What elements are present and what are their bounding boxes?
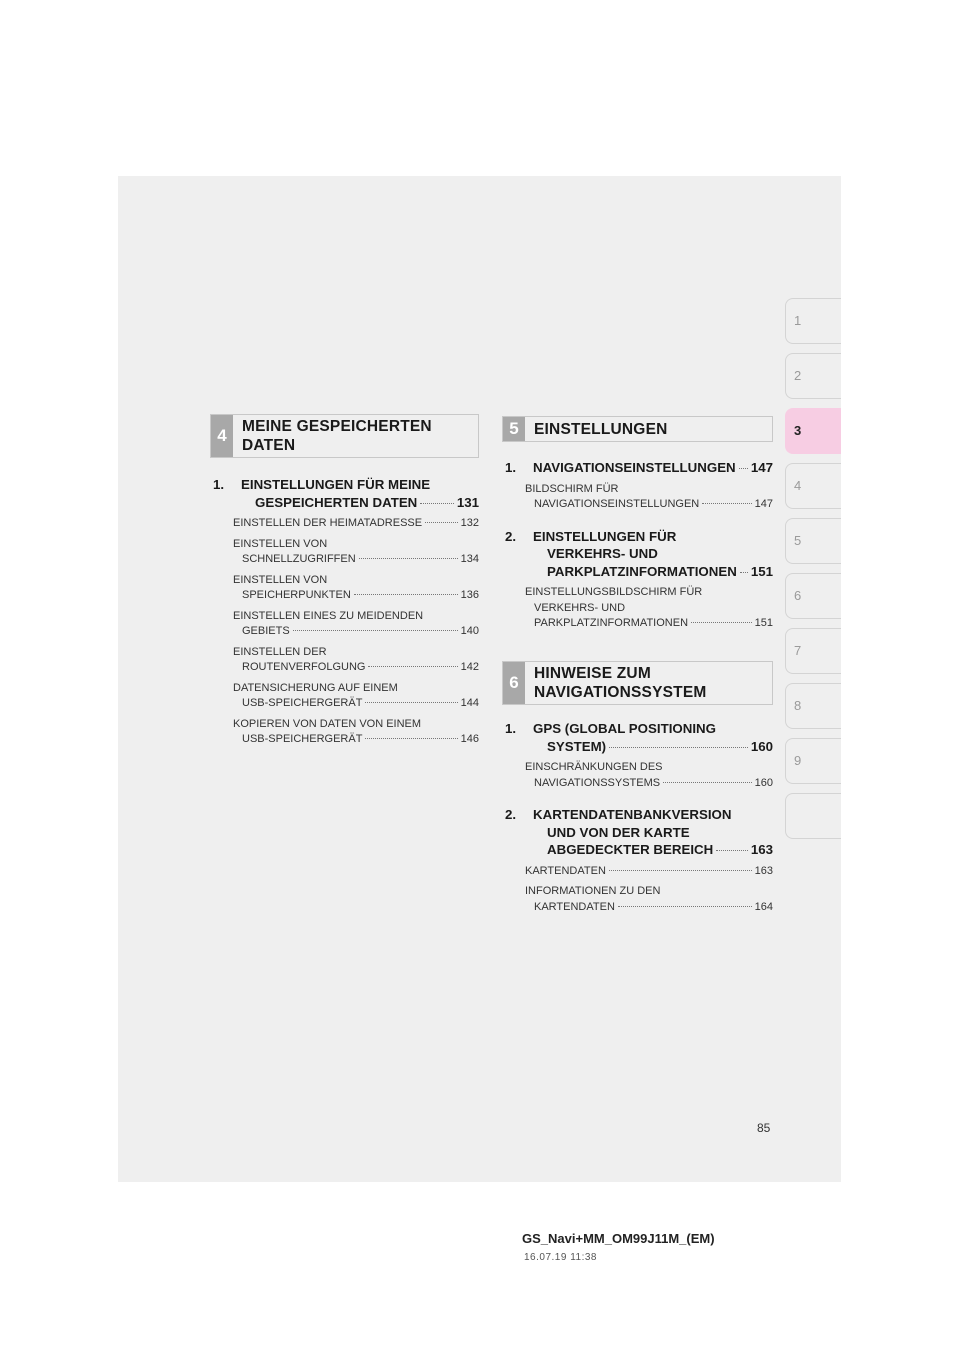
leader-dots bbox=[663, 782, 752, 783]
title-text: BILDSCHIRM FÜR bbox=[525, 482, 619, 495]
toc-chapter[interactable] bbox=[505, 528, 773, 581]
page-ref: 160 bbox=[754, 776, 773, 789]
entry-title-line bbox=[233, 732, 479, 748]
title-text: ABGEDECKTER BEREICH bbox=[547, 842, 714, 857]
chapter-title-line bbox=[533, 738, 773, 756]
title-text: VERKEHRS- UND bbox=[547, 546, 658, 561]
title-text: KARTENDATENBANKVERSION bbox=[533, 807, 732, 822]
title-text: USB-SPEICHERGERÄT bbox=[242, 733, 363, 745]
title-text: GEBIETS bbox=[242, 625, 290, 637]
page-ref: 151 bbox=[754, 617, 773, 629]
chapter-number: 1. bbox=[505, 721, 517, 736]
entry-title-line bbox=[525, 585, 773, 601]
chapter-head bbox=[505, 806, 773, 859]
page-ref: 142 bbox=[460, 661, 479, 673]
page-ref: 144 bbox=[460, 697, 479, 709]
chapter-title-line bbox=[533, 528, 773, 546]
leader-dots bbox=[293, 630, 458, 631]
section-6-contents bbox=[505, 720, 773, 920]
entry-title-line bbox=[525, 482, 773, 498]
entry-title-line bbox=[233, 645, 479, 661]
toc-entry[interactable] bbox=[505, 482, 773, 513]
leader-dots bbox=[691, 622, 752, 623]
page-ref: 163 bbox=[754, 864, 773, 877]
toc-entry[interactable] bbox=[505, 864, 773, 880]
leader-dots bbox=[420, 503, 454, 504]
title-text: EINSTELLUNGEN FÜR bbox=[533, 528, 677, 544]
leader-dots bbox=[425, 522, 458, 523]
leader-dots bbox=[702, 503, 751, 504]
title-text: PARKPLATZINFORMATIONEN bbox=[534, 617, 689, 629]
title-text: EINSTELLEN DER HEIMATADRESSE bbox=[233, 517, 423, 529]
section-header-5 bbox=[502, 416, 773, 442]
section-5-contents bbox=[505, 459, 773, 637]
chapter-title-line bbox=[241, 476, 479, 494]
title-text: USB-SPEICHERGERÄT bbox=[242, 697, 363, 709]
page-ref: 146 bbox=[460, 733, 479, 745]
title-text: INFORMATIONEN ZU DEN bbox=[525, 885, 661, 897]
entry-title-line bbox=[233, 660, 479, 676]
title-text: SPEICHERPUNKTEN bbox=[242, 589, 351, 601]
toc-entry[interactable] bbox=[213, 717, 479, 748]
entry-title-line bbox=[233, 681, 479, 697]
entry-title-line bbox=[233, 552, 479, 568]
leader-dots bbox=[354, 594, 458, 595]
section-header-4 bbox=[210, 414, 479, 458]
leader-dots bbox=[368, 666, 457, 667]
chapter-body bbox=[533, 720, 773, 755]
leader-dots bbox=[609, 747, 748, 748]
spacer bbox=[505, 796, 773, 806]
toc-entry[interactable] bbox=[213, 573, 479, 604]
chapter-number: 1. bbox=[505, 460, 517, 475]
title-text: KARTENDATEN bbox=[534, 900, 615, 913]
leader-dots bbox=[740, 572, 748, 573]
page-ref: 140 bbox=[460, 625, 479, 637]
leader-dots bbox=[609, 870, 752, 871]
page-ref: 131 bbox=[456, 494, 479, 510]
chapter-body bbox=[533, 459, 773, 477]
section-title: MEINE GESPEICHERTEN DATEN bbox=[242, 418, 432, 454]
title-text: DATENSICHERUNG AUF EINEM bbox=[233, 681, 398, 694]
entry-title-line bbox=[233, 609, 479, 625]
title-text: EINSTELLUNGEN FÜR MEINE bbox=[241, 477, 431, 492]
leader-dots bbox=[365, 702, 457, 703]
page-ref: 132 bbox=[460, 517, 479, 529]
chapter-title-line bbox=[241, 494, 479, 512]
chapter-title-line bbox=[533, 841, 773, 859]
chapter-tab-6[interactable]: 6 bbox=[785, 573, 841, 619]
entry-title-line bbox=[233, 717, 479, 733]
section-number: 4 bbox=[211, 415, 233, 457]
chapter-number: 2. bbox=[505, 807, 517, 822]
entry-title-line bbox=[233, 588, 479, 604]
title-text: EINSCHRÄNKUNGEN DES bbox=[525, 761, 663, 773]
chapter-title-line bbox=[533, 806, 773, 824]
title-text: KOPIEREN VON DATEN VON EINEM bbox=[233, 717, 422, 730]
leader-dots bbox=[359, 558, 458, 559]
toc-entry[interactable] bbox=[505, 585, 773, 632]
chapter-tab-7[interactable]: 7 bbox=[785, 628, 841, 674]
entry-title-line bbox=[525, 900, 773, 916]
page-ref: 147 bbox=[750, 460, 773, 475]
page-ref: 134 bbox=[460, 553, 479, 565]
title-text: VERKEHRS- UND bbox=[534, 601, 626, 614]
toc-entry[interactable] bbox=[505, 884, 773, 915]
footer-document-code: GS_Navi+MM_OM99J11M_(EM) bbox=[522, 1231, 715, 1246]
title-text: PARKPLATZINFORMATIONEN bbox=[547, 563, 737, 579]
section-number: 5 bbox=[503, 417, 525, 441]
entry-title-line bbox=[233, 516, 479, 532]
chapter-body bbox=[533, 528, 773, 581]
toc-chapter[interactable] bbox=[505, 720, 773, 755]
chapter-tab-9[interactable]: 9 bbox=[785, 738, 841, 784]
page-number: 85 bbox=[757, 1121, 771, 1135]
leader-dots bbox=[716, 850, 748, 851]
chapter-head bbox=[505, 720, 773, 755]
leader-dots bbox=[618, 906, 752, 907]
section-header-6 bbox=[502, 661, 773, 705]
chapter-title-line bbox=[533, 720, 773, 738]
page-ref: 147 bbox=[754, 498, 773, 510]
page-ref: 164 bbox=[754, 900, 773, 913]
chapter-tab-2[interactable]: 2 bbox=[785, 353, 841, 399]
title-text: NAVIGATIONSEINSTELLUNGEN bbox=[534, 498, 700, 510]
entry-title-line bbox=[525, 497, 773, 513]
toc-chapter[interactable] bbox=[213, 476, 479, 511]
toc-chapter[interactable] bbox=[505, 459, 773, 477]
spacer bbox=[505, 518, 773, 528]
page-ref: 160 bbox=[750, 738, 773, 754]
toc-entry[interactable] bbox=[213, 516, 479, 532]
section-title: EINSTELLUNGEN bbox=[534, 420, 668, 438]
title-text: EINSTELLEN EINES ZU MEIDENDEN bbox=[233, 609, 424, 622]
chapter-number: 2. bbox=[505, 528, 517, 544]
title-text: EINSTELLEN VON bbox=[233, 573, 328, 586]
title-text: EINSTELLEN VON bbox=[233, 537, 328, 550]
page-ref: 163 bbox=[750, 842, 773, 857]
chapter-tab-3[interactable]: 3 bbox=[785, 408, 841, 454]
entry-title-line bbox=[233, 624, 479, 640]
chapter-tabs bbox=[785, 298, 841, 848]
chapter-tab-5[interactable]: 5 bbox=[785, 518, 841, 564]
entry-title-line bbox=[233, 537, 479, 553]
title-text: NAVIGATIONSEINSTELLUNGEN bbox=[533, 460, 736, 475]
chapter-head bbox=[505, 459, 773, 477]
toc-chapter[interactable] bbox=[505, 806, 773, 859]
chapter-title-line bbox=[533, 545, 773, 563]
entry-title-line bbox=[525, 601, 773, 617]
toc-entry[interactable] bbox=[505, 760, 773, 791]
toc-entry[interactable] bbox=[213, 609, 479, 640]
title-text: GPS (GLOBAL POSITIONING bbox=[533, 721, 716, 736]
section-number: 6 bbox=[503, 662, 525, 704]
title-text: UND VON DER KARTE bbox=[547, 824, 690, 840]
title-text: EINSTELLUNGSBILDSCHIRM FÜR bbox=[525, 586, 703, 598]
toc-entry[interactable] bbox=[213, 537, 479, 568]
section-4-contents bbox=[213, 476, 479, 753]
title-text: EINSTELLEN DER bbox=[233, 645, 327, 658]
page-ref: 136 bbox=[460, 589, 479, 601]
section-title: HINWEISE ZUM NAVIGATIONSSYSTEM bbox=[534, 665, 707, 701]
chapter-title-line bbox=[533, 824, 773, 842]
entry-title-line bbox=[525, 760, 773, 776]
leader-dots bbox=[365, 738, 457, 739]
chapter-tab-1[interactable]: 1 bbox=[785, 298, 841, 344]
leader-dots bbox=[739, 468, 748, 469]
toc-entry[interactable] bbox=[213, 681, 479, 712]
entry-title-line bbox=[525, 616, 773, 632]
chapter-body bbox=[241, 476, 479, 511]
chapter-body bbox=[533, 806, 773, 859]
toc-entry[interactable] bbox=[213, 645, 479, 676]
chapter-tab-8[interactable]: 8 bbox=[785, 683, 841, 729]
entry-title-line bbox=[233, 573, 479, 589]
entry-title-line bbox=[525, 776, 773, 792]
title-text: SCHNELLZUGRIFFEN bbox=[242, 553, 356, 565]
title-text: ROUTENVERFOLGUNG bbox=[242, 661, 366, 673]
entry-title-line bbox=[233, 696, 479, 712]
title-text: GESPEICHERTEN DATEN bbox=[255, 494, 418, 510]
chapter-number: 1. bbox=[213, 477, 225, 492]
entry-title-line bbox=[525, 884, 773, 900]
chapter-title-line bbox=[533, 563, 773, 581]
chapter-head bbox=[213, 476, 479, 511]
footer-timestamp: 16.07.19 11:38 bbox=[524, 1252, 597, 1263]
title-text: KARTENDATEN bbox=[525, 864, 606, 877]
chapter-head bbox=[505, 528, 773, 581]
chapter-title-line bbox=[533, 459, 773, 477]
title-text: SYSTEM) bbox=[547, 738, 607, 754]
chapter-tab-blank[interactable] bbox=[785, 793, 841, 839]
title-text: NAVIGATIONSSYSTEMS bbox=[534, 776, 661, 789]
page-ref: 151 bbox=[750, 563, 774, 579]
entry-title-line bbox=[525, 864, 773, 880]
chapter-tab-4[interactable]: 4 bbox=[785, 463, 841, 509]
